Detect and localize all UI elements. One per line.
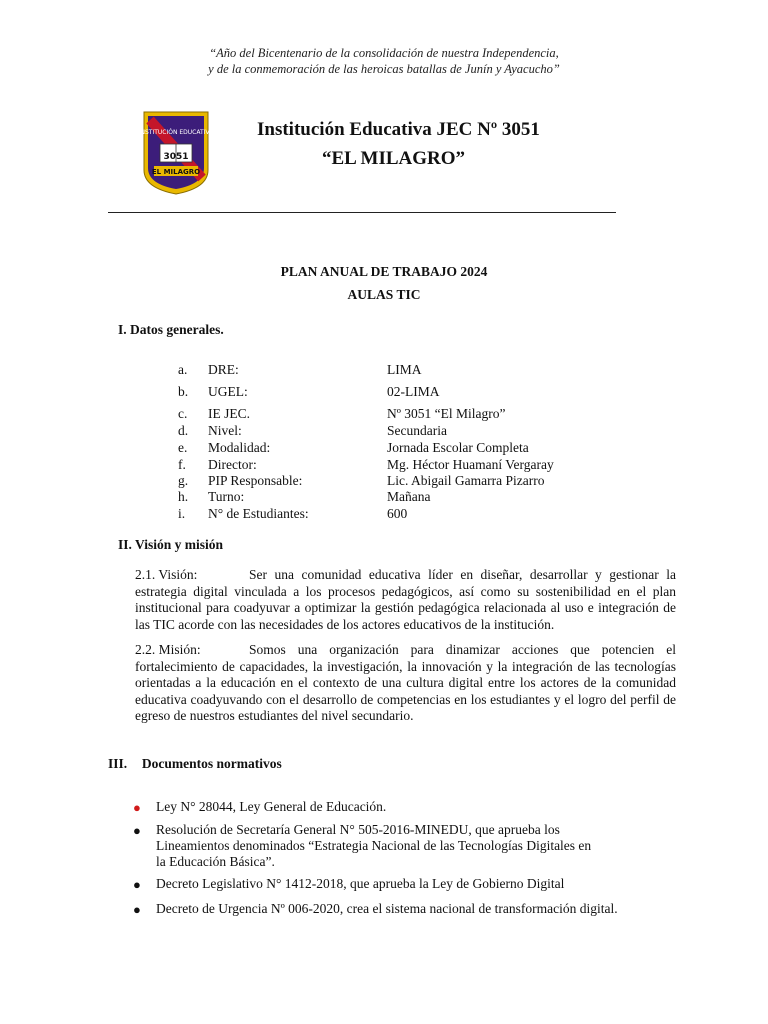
row-label: PIP Responsable: bbox=[208, 473, 303, 488]
row-label: N° de Estudiantes: bbox=[208, 506, 309, 521]
norm-item-text: Ley N° 28044, Ley General de Educación. bbox=[156, 799, 387, 814]
row-value: Secundaria bbox=[387, 423, 447, 438]
norm-item-line: Lineamientos denominados “Estrategia Nacional de las Tecnologías Digitales en bbox=[156, 838, 592, 853]
section-3-number: III. bbox=[108, 756, 128, 771]
header-motto bbox=[0, 45, 768, 77]
row-label: IE JEC. bbox=[208, 406, 250, 421]
row-value: LIMA bbox=[387, 362, 422, 377]
row-letter: d. bbox=[178, 423, 189, 438]
row-letter: b. bbox=[178, 384, 189, 399]
norm-item-text: Decreto de Urgencia Nº 006-2020, crea el sistema nacional de transformación digital. bbox=[156, 901, 618, 916]
bullet-icon: ● bbox=[133, 823, 141, 838]
vision-text: Ser una comunidad educativa líder en diseñar, desarrollar y gestionar la estrategia digital vinculada a los procesos pedagógicos, así como su sostenibilidad en el plan institucional para coadyuvar a optimizar la gestión pedagógica relacionada al uso e integración de las TIC acorde con las necesidades de los actores educativos de la institución. bbox=[135, 567, 676, 632]
section-1-heading: I. Datos generales. bbox=[118, 322, 224, 337]
logo-name: EL MILAGRO bbox=[151, 168, 201, 176]
row-label: Turno: bbox=[208, 489, 245, 504]
row-label: UGEL: bbox=[208, 384, 248, 399]
row-label: DRE: bbox=[208, 362, 239, 377]
vision-label: 2.1. Visión: bbox=[135, 567, 198, 582]
vision-paragraph bbox=[135, 567, 676, 633]
row-letter: f. bbox=[178, 457, 186, 472]
row-label: Nivel: bbox=[208, 423, 242, 438]
bullet-icon: ● bbox=[133, 877, 141, 892]
document-title: PLAN ANUAL DE TRABAJO 2024 bbox=[280, 264, 488, 279]
mision-label: 2.2. Misión: bbox=[135, 642, 201, 657]
motto-line-1: “Año del Bicentenario de la consolidación de nuestra Independencia, bbox=[209, 46, 559, 60]
row-value: 02-LIMA bbox=[387, 384, 440, 399]
institution-short-name: “EL MILAGRO” bbox=[322, 148, 466, 169]
row-value: Nº 3051 “El Milagro” bbox=[387, 406, 506, 421]
row-letter: i. bbox=[178, 506, 186, 521]
row-letter: c. bbox=[178, 406, 188, 421]
header-divider bbox=[108, 212, 616, 213]
motto-line-2: y de la conmemoración de las heroicas batallas de Junín y Ayacucho” bbox=[208, 62, 560, 76]
norm-item-text bbox=[156, 822, 591, 870]
row-letter: e. bbox=[178, 440, 188, 455]
norm-item-text: Decreto Legislativo N° 1412-2018, que aprueba la Ley de Gobierno Digital bbox=[156, 876, 565, 891]
row-letter: g. bbox=[178, 473, 189, 488]
mision-text: Somos una organización para dinamizar acciones que potencien el fortalecimiento de capacidades, la investigación, la innovación y la integración de las tecnologías orientadas a la educación en el contexto de una cultura digital entre los actores de la comunidad educativa coadyuvando con el desarrollo de competencias en los estudiantes y el logro del perfil de egreso de nuestros estudiantes del nivel secundario. bbox=[135, 642, 676, 723]
document-subtitle: AULAS TIC bbox=[347, 287, 421, 302]
row-value: Mañana bbox=[387, 489, 431, 504]
row-value: 600 bbox=[387, 506, 408, 521]
row-letter: h. bbox=[178, 489, 189, 504]
section-3-title: Documentos normativos bbox=[141, 756, 282, 771]
row-label: Director: bbox=[208, 457, 257, 472]
row-label: Modalidad: bbox=[208, 440, 271, 455]
bullet-icon: ● bbox=[133, 902, 141, 917]
logo-arc-text: INSTITUCIÓN EDUCATIVA bbox=[142, 129, 210, 136]
section-3-heading bbox=[108, 756, 282, 772]
mision-paragraph bbox=[135, 642, 676, 725]
norm-item-line: Resolución de Secretaría General N° 505-2016-MINEDU, que aprueba los bbox=[156, 822, 560, 837]
row-value: Lic. Abigail Gamarra Pizarro bbox=[387, 473, 545, 488]
norm-item-line: la Educación Básica”. bbox=[156, 854, 275, 869]
row-value: Mg. Héctor Huamaní Vergaray bbox=[387, 457, 554, 472]
row-letter: a. bbox=[178, 362, 188, 377]
section-2-heading: II. Visión y misión bbox=[118, 537, 224, 552]
institution-name: Institución Educativa JEC Nº 3051 bbox=[257, 119, 540, 140]
logo-number: 3051 bbox=[163, 152, 189, 162]
school-logo bbox=[142, 110, 210, 196]
bullet-icon: ● bbox=[133, 800, 141, 815]
row-value: Jornada Escolar Completa bbox=[387, 440, 529, 455]
